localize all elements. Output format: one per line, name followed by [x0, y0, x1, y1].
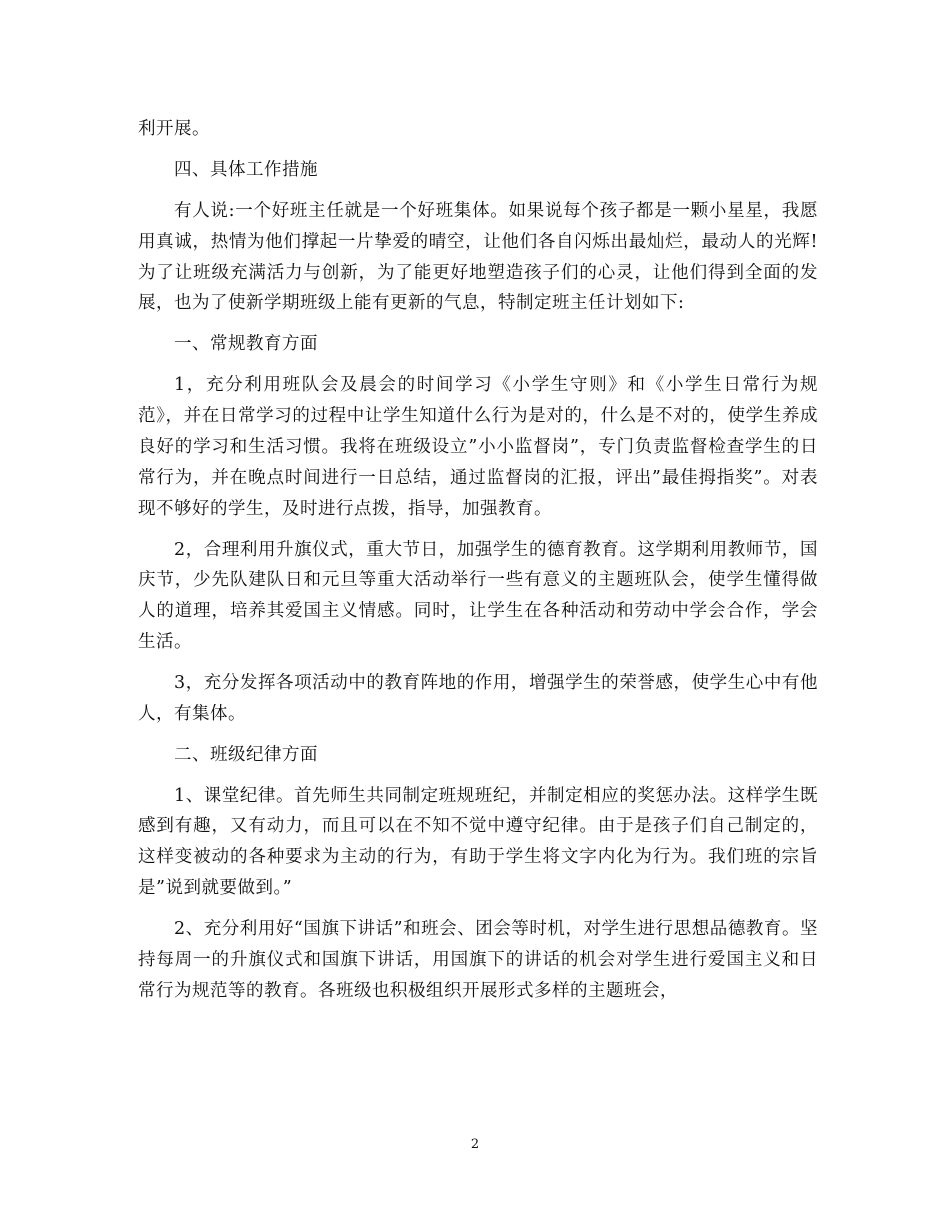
page-number: 2 — [470, 1137, 480, 1152]
document-body — [138, 114, 818, 1017]
section-heading-discipline: 二、班级纪律方面 — [174, 744, 318, 765]
paragraph-routine-2: 2，合理利用升旗仪式，重大节日，加强学生的德育教育。这学期利用教师节，国庆节，少先队建队日和元旦等重大活动举行一些有意义的主题班队会，使学生懂得做人的道理，培养其爱国主义情感。同时，让学生在各种活动和劳动中学会合作，学会生活。 — [138, 539, 818, 652]
section-heading-routine-education: 一、常规教育方面 — [174, 334, 318, 355]
paragraph-intro: 有人说:一个好班主任就是一个好班集体。如果说每个孩子都是一颗小星星，我愿用真诚，热情为他们撑起一片挚爱的晴空，让他们各自闪烁出最灿烂，最动人的光辉!为了让班级充满活力与创新，为了能更好地塑造孩子们的心灵，让他们得到全面的发展，也为了使新学期班级上能有更新的气息，特制定班主任计划如下: — [138, 200, 818, 314]
paragraph-routine-1: 1，充分利用班队会及晨会的时间学习《小学生守则》和《小学生日常行为规范》，并在日常学习的过程中让学生知道什么行为是对的，什么是不对的，使学生养成良好的学习和生活习惯。我将在班级设立”小小监督岗”，专门负责监督检查学生的日常行为，并在晚点时间进行一日总结，通过监督岗的汇报，评出”最佳拇指奖”。对表现不够好的学生，及时进行点拨，指导，加强教育。 — [138, 375, 818, 519]
paragraph-continuation: 利开展。 — [138, 119, 210, 139]
paragraph-discipline-2: 2、充分利用好“国旗下讲话”和班会、团会等时机，对学生进行思想品德教育。坚持每周一的升旗仪式和国旗下讲话，用国旗下的讲话的机会对学生进行爱国主义和日常行为规范等的教育。各班级也积极组织开展形式多样的主题班会， — [138, 919, 818, 1001]
paragraph-discipline-1: 1、课堂纪律。首先师生共同制定班规班纪，并制定相应的奖惩办法。这样学生既感到有趣，又有动力，而且可以在不知不觉中遵守纪律。由于是孩子们自己制定的，这样变被动的各种要求为主动的行为，有助于学生将文字内化为行为。我们班的宗旨是”说到就要做到。” — [138, 785, 818, 899]
section-heading-measures: 四、具体工作措施 — [174, 159, 318, 180]
paragraph-routine-3: 3，充分发挥各项活动中的教育阵地的作用，增强学生的荣誉感，使学生心中有他人，有集体。 — [138, 672, 818, 724]
